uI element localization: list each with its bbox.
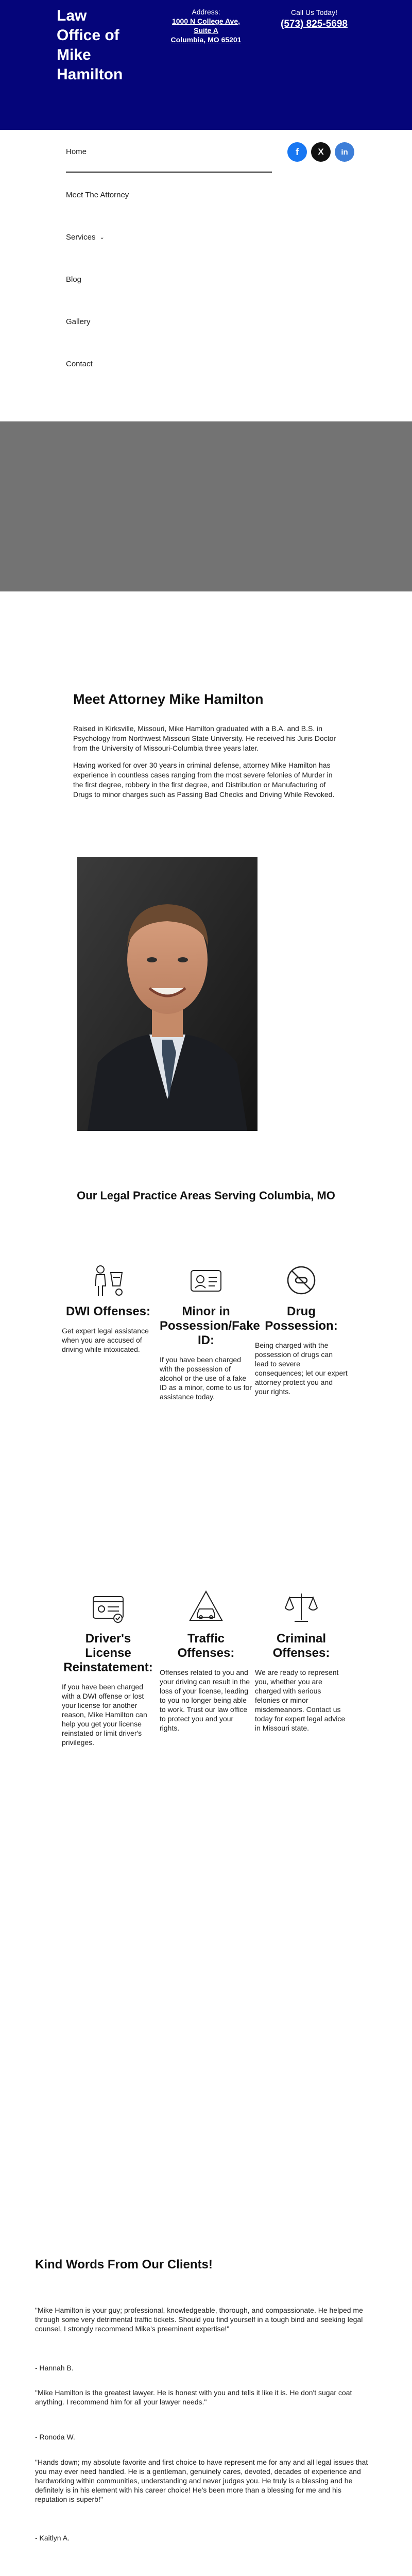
testimonial-author: - Hannah B. xyxy=(35,2364,74,2372)
practice-area-title: Drug Possession: xyxy=(265,1304,338,1333)
practice-area-traffic xyxy=(160,1589,252,1733)
nav-label: Services xyxy=(66,232,96,242)
about-paragraph: Raised in Kirksville, Missouri, Mike Hamilton graduated with a B.A. and B.S. in Psychology from Northwest Missouri State University. He received his Juris Doctor from the University of Missouri-Columbia three years later. xyxy=(73,724,336,752)
practice-area-text: We are ready to represent you, whether you are charged with serious felonies or minor misdemeanors. Contact us today for expert legal advice in Missouri state. xyxy=(255,1668,346,1732)
address-label: Address: xyxy=(192,8,220,16)
about-paragraph: Having worked for over 30 years in criminal defense, attorney Mike Hamilton has experience in countless cases ranging from the most severe felonies of Murder in the first degree, robbery in the first degree, and Distribution or Manufacturing of Drugs to minor charges such as Passing Bad Checks and Driving While Revoked. xyxy=(73,761,335,799)
call-label: Call Us Today! xyxy=(290,8,337,16)
prohibited-icon xyxy=(283,1262,319,1298)
practice-area-title: Traffic Offenses: xyxy=(177,1632,235,1660)
hero-banner xyxy=(0,421,412,591)
traffic-car-icon xyxy=(188,1589,224,1625)
practice-area-title: Minor in Possession/Fake ID: xyxy=(160,1304,260,1347)
practice-title: Our Legal Practice Areas Serving Columbia, MO xyxy=(77,1189,335,1202)
nav-label: Gallery xyxy=(66,317,91,326)
practice-area-criminal xyxy=(255,1589,348,1733)
nav-item-services[interactable] xyxy=(66,216,272,258)
testimonial-author: - Kaitlyn A. xyxy=(35,2534,70,2542)
practice-area-text: If you have been charged with a DWI offense or lost your license for another reason, Mike Hamilton can help you get your license reinstated or limit driver's privileges. xyxy=(62,1683,147,1747)
nav-item-gallery[interactable] xyxy=(66,300,272,343)
attorney-portrait xyxy=(77,857,258,1131)
nav-label: Contact xyxy=(66,359,93,368)
nav-label: Blog xyxy=(66,275,82,284)
scales-icon xyxy=(283,1589,319,1625)
nav-label: Home xyxy=(66,147,87,156)
practice-area-text: Get expert legal assistance when you are accused of driving while intoxicated. xyxy=(62,1327,149,1353)
social-links xyxy=(287,142,354,162)
testimonial-author: - Ronoda W. xyxy=(35,2433,75,2441)
phone-link[interactable]: (573) 825-5698 xyxy=(281,19,348,29)
practice-area-title: Driver's License Reinstatement: xyxy=(63,1632,153,1674)
about-title: Meet Attorney Mike Hamilton xyxy=(73,691,264,707)
practice-area-text: Offenses related to you and your driving can result in the loss of your license, leading to you no longer being able to work. Trust our law office to protect you and your rights. xyxy=(160,1668,250,1732)
practice-area-text: Being charged with the possession of drugs can lead to severe consequences; let our expert attorney protect you and your rights. xyxy=(255,1341,348,1396)
testimonial-quote: "Mike Hamilton is your guy; professional, knowledgeable, thorough, and compassionate. He helped me through some very detrimental traffic tickets. Should you find yourself in a tough bind and seeking legal counsel, I strongly recommend Mike's preeminent expertise!" xyxy=(35,2306,363,2333)
nav-label: Meet The Attorney xyxy=(66,190,129,199)
practice-area-license-reinstatement xyxy=(62,1589,154,1747)
testimonials-title: Kind Words From Our Clients! xyxy=(35,2258,213,2272)
license-icon xyxy=(90,1589,126,1625)
id-card-icon xyxy=(188,1262,224,1298)
nav-item-meet-attorney[interactable] xyxy=(66,174,272,216)
testimonial-quote: "Mike Hamilton is the greatest lawyer. He is honest with you and tells it like it is. He don't sugar coat anything. I recommend him for all your lawyer needs." xyxy=(35,2388,352,2406)
testimonial-quote: "Hands down; my absolute favorite and first choice to have represent me for any and all legal issues that you may ever need handled. He is a gentleman, genuinely cares, devoted, decades of experience and hardworking within communities, understanding and never judges you. He truly is a blessing and he definitely is in his element with his career choice! He's been more than a blessing for me and his reputation is superb!" xyxy=(35,2458,368,2503)
dwi-icon xyxy=(90,1262,126,1298)
facebook-icon[interactable]: f xyxy=(287,142,307,162)
portrait-image xyxy=(77,857,258,1131)
nav-item-blog[interactable] xyxy=(66,258,272,300)
practice-area-minor-possession xyxy=(160,1262,260,1401)
x-twitter-icon[interactable]: X xyxy=(311,142,331,162)
about-text xyxy=(73,724,341,807)
practice-area-title: DWI Offenses: xyxy=(65,1304,150,1318)
practice-area-text: If you have been charged with the possession of alcohol or the use of a fake ID as a minor, come to us for assistance today. xyxy=(160,1355,252,1401)
address-line-1[interactable]: 1000 N College Ave, xyxy=(171,17,241,25)
address-block xyxy=(160,7,252,44)
practice-area-title: Criminal Offenses: xyxy=(272,1632,330,1660)
main-nav xyxy=(66,131,272,385)
nav-item-home[interactable] xyxy=(66,131,272,173)
chevron-down-icon[interactable]: ⌄ xyxy=(99,234,105,241)
linkedin-icon[interactable]: in xyxy=(335,142,354,162)
address-line-2[interactable]: Suite A xyxy=(194,26,218,35)
address-line-3[interactable]: Columbia, MO 65201 xyxy=(170,36,242,44)
practice-area-dwi xyxy=(62,1262,154,1354)
site-header xyxy=(0,0,412,130)
practice-area-drug-possession xyxy=(255,1262,348,1396)
brand-logo-link[interactable]: Law Office of Mike Hamilton xyxy=(57,7,123,83)
call-block xyxy=(268,8,360,30)
nav-item-contact[interactable] xyxy=(66,343,272,385)
